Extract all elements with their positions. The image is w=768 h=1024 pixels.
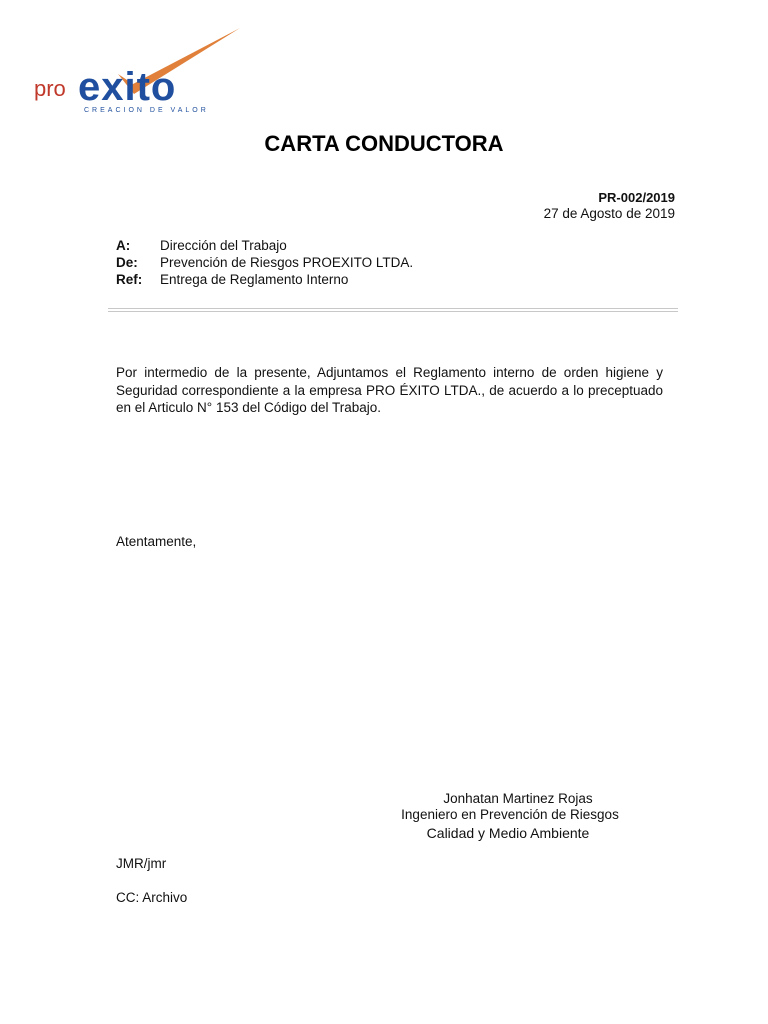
proexito-logo <box>30 22 242 118</box>
document-title: CARTA CONDUCTORA <box>264 131 504 156</box>
logo-exito: exito <box>78 65 177 109</box>
header-from-value: Prevención de Riesgos PROEXITO LTDA. <box>160 255 414 270</box>
logo-tagline: CREACION DE VALOR <box>84 107 209 114</box>
header-to <box>116 238 287 253</box>
document-date: 27 de Agosto de 2019 <box>543 206 675 221</box>
cc-line: CC: Archivo <box>116 890 188 905</box>
header-to-value: Dirección del Trabajo <box>160 238 287 253</box>
header-from <box>116 255 413 270</box>
header-ref-key: Ref: <box>116 272 143 287</box>
initials: JMR/jmr <box>116 856 167 871</box>
divider-top <box>108 308 678 309</box>
document-code: PR-002/2019 <box>598 190 675 205</box>
signature-name: Jonhatan Martinez Rojas <box>443 791 593 806</box>
closing: Atentamente, <box>116 534 197 549</box>
header-ref <box>116 272 348 287</box>
logo-pro: pro <box>34 76 66 101</box>
letter-body: Por intermedio de la presente, Adjuntamos el Reglamento interno de orden higiene y Seguridad correspondiente a la empresa PRO ÉXITO LTDA., de acuerdo a lo preceptuado en el Articulo N° 153 del Código del Trabajo. <box>116 365 663 415</box>
header-from-key: De: <box>116 255 138 270</box>
signature-role: Ingeniero en Prevención de Riesgos <box>401 807 619 822</box>
signature-dept: Calidad y Medio Ambiente <box>426 825 590 841</box>
header-ref-value: Entrega de Reglamento Interno <box>160 272 349 287</box>
divider-bottom <box>108 311 678 312</box>
header-to-key: A: <box>116 238 131 253</box>
